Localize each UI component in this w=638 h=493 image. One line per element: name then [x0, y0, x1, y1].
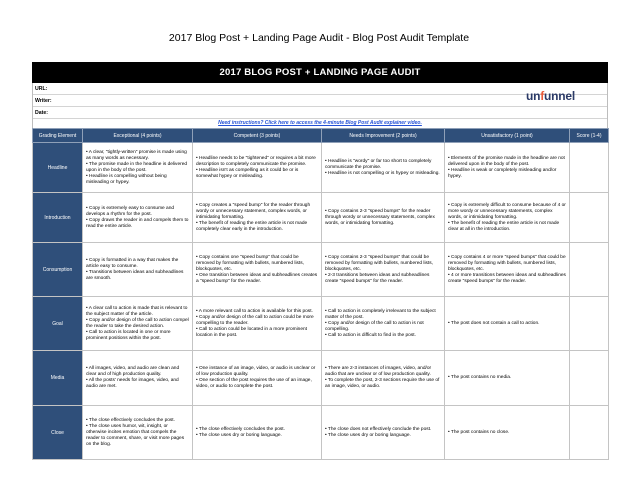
table-row	[33, 297, 609, 351]
score-input-close[interactable]	[570, 406, 609, 460]
instructions-link[interactable]: Need instructions? Click here to access the 4-minute Blog Post Audit explainer video.	[32, 119, 608, 128]
audit-banner: 2017 BLOG POST + LANDING PAGE AUDIT	[32, 62, 608, 83]
col-header-unsatisfactory: Unsatisfactory (1 point)	[445, 129, 570, 143]
audit-sheet	[32, 62, 608, 460]
criterion-text: • Copy contains one "speed bump" that could be removed by formatting with bullets, numbered lists, blockquotes, etc.	[196, 254, 304, 272]
meta-label-url: URL:	[35, 85, 48, 92]
criterion-text: • A clear, "tightly-written" promise is made using as many words as necessary.	[86, 149, 187, 161]
cell-needs-improvement	[322, 297, 445, 351]
cell-exceptional	[83, 243, 193, 297]
criterion-text: • Call to action is located in one or more prominent positions within the post.	[86, 329, 171, 341]
cell-exceptional	[83, 406, 193, 460]
logo-text-accent: f	[540, 89, 544, 103]
criterion-text: • Headline is weak or completely misleading and/or hypey.	[448, 167, 557, 179]
score-input-introduction[interactable]	[570, 193, 609, 243]
cell-needs-improvement	[322, 351, 445, 406]
cell-competent	[193, 297, 322, 351]
criterion-text: • Copy contains 2-3 "speed bumps" that could be removed by formatting with bullets, numbered lists, blockquotes, etc.	[325, 254, 433, 272]
criterion-text: • The benefit of reading the entire article is not made clear at all in the introduction.	[448, 220, 560, 232]
criterion-text: • The close uses humor, wit, insight, or otherwise incites emotion that compels the reader to comment, share, or visit more pages on the blog.	[86, 423, 185, 447]
criterion-text: • All the posts' needs for images, video, and audio are met.	[86, 378, 179, 389]
meta-area	[32, 83, 608, 119]
logo-text-tail: unnel	[544, 89, 575, 103]
criterion-text: • Copy and/or design of the call to action is not compelling.	[325, 320, 424, 332]
criterion-text: • One section of the post requires the use of an image, video, or audio to complete the post.	[196, 378, 312, 389]
criterion-text: • Copy is extremely easy to consume and develops a rhythm for the post.	[86, 205, 175, 217]
meta-label-writer: Writer:	[35, 97, 52, 104]
table-row	[33, 193, 609, 243]
grading-element-consumption: Consumption	[33, 243, 83, 297]
grading-element-close: Close	[33, 406, 83, 460]
score-input-goal[interactable]	[570, 297, 609, 351]
criterion-text: • Copy is extremely difficult to consume because of 4 or more wordy or unnecessary statements, complex words, or intimidating formatting.	[448, 202, 566, 220]
criterion-text: • The close effectively concludes the post.	[196, 426, 285, 432]
criterion-text: • The post contains no close.	[448, 429, 510, 435]
col-header-score: Score (1-4)	[570, 129, 609, 143]
cell-needs-improvement	[322, 143, 445, 193]
criterion-text: • Headline is not compelling or is hypey or misleading.	[325, 170, 440, 176]
criterion-text: • Copy draws the reader in and compels them to read the entire article.	[86, 217, 189, 229]
grading-element-introduction: Introduction	[33, 193, 83, 243]
cell-needs-improvement	[322, 243, 445, 297]
cell-exceptional	[83, 297, 193, 351]
criterion-text: • The close uses dry or boring language.	[325, 432, 411, 438]
criterion-text: • Headline needs to be "tightened" or requires a bit more description to completely communicate the promise.	[196, 155, 316, 167]
cell-competent	[193, 351, 322, 406]
cell-exceptional	[83, 351, 193, 406]
criterion-text: • 2-3 transitions between ideas and subheadlines create "speed bumps" for the reader.	[325, 272, 430, 284]
cell-needs-improvement	[322, 193, 445, 243]
meta-row-date[interactable]	[33, 107, 607, 119]
table-row	[33, 143, 609, 193]
criterion-text: • The post does not contain a call to action.	[448, 320, 540, 326]
unfunnel-logo	[526, 89, 575, 103]
cell-exceptional	[83, 143, 193, 193]
criterion-text: • 4 or more transitions between ideas and subheadlines create "speed bumps" for the reader.	[448, 272, 566, 284]
cell-unsatisfactory	[445, 243, 570, 297]
criterion-text: • A clear call to action is made that is relevant to the subject matter of the article.	[86, 305, 188, 317]
criterion-text: • Call to action is completely irrelevant to the subject matter of the post.	[325, 308, 436, 320]
meta-label-date: Date:	[35, 109, 48, 116]
criterion-text: • The post contains no media.	[448, 375, 512, 380]
audit-table	[32, 128, 609, 460]
col-header-competent: Competent (3 points)	[193, 129, 322, 143]
cell-exceptional	[83, 193, 193, 243]
col-header-exceptional: Exceptional (4 points)	[83, 129, 193, 143]
criterion-text: • Headline is "wordy" or far too short to completely communicate the promise.	[325, 158, 432, 170]
criterion-text: • A more relevant call to action is available for this post.	[196, 308, 313, 314]
criterion-text: • All images, video, and audio are clean and clear and of high production quality.	[86, 366, 180, 377]
criterion-text: • One transition between ideas and subheadlines creates a "speed bump" for the reader.	[196, 272, 318, 284]
criterion-text: • The close does not effectively conclude the post.	[325, 426, 432, 432]
criterion-text: • To complete the post, 2-3 sections require the use of an image, video, or audio.	[325, 378, 440, 389]
col-header-element: Grading Element	[33, 129, 83, 143]
col-header-needs-improvement: Needs Improvement (2 points)	[322, 129, 445, 143]
cell-unsatisfactory	[445, 193, 570, 243]
score-input-headline[interactable]	[570, 143, 609, 193]
criterion-text: • Copy and/or design of the call to action compel the reader to take the desired action.	[86, 317, 189, 329]
criterion-text: • The close effectively concludes the post.	[86, 417, 175, 423]
logo-text-main: un	[525, 89, 541, 103]
cell-unsatisfactory	[445, 351, 570, 406]
criterion-text: • Call to action could be located in a more prominent location in the post.	[196, 326, 308, 338]
criterion-text: • Elements of the promise made in the headline are not delivered upon in the body of the post.	[448, 155, 565, 167]
criterion-text: • Copy creates a "speed bump" for the reader through wordy or unnecessary statement, complex words, or intimidating formatting.	[196, 202, 311, 220]
table-row	[33, 351, 609, 406]
cell-unsatisfactory	[445, 297, 570, 351]
grading-element-headline: Headline	[33, 143, 83, 193]
cell-competent	[193, 193, 322, 243]
criterion-text: • Copy is formatted in a way that makes the article easy to consume.	[86, 257, 179, 269]
cell-needs-improvement	[322, 406, 445, 460]
cell-competent	[193, 406, 322, 460]
score-input-media[interactable]	[570, 351, 609, 406]
page-title: 2017 Blog Post + Landing Page Audit - Blog Post Audit Template	[168, 32, 470, 44]
grading-element-media: Media	[33, 351, 83, 406]
criterion-text: • There are 2-3 instances of images, video, and/or audio that are unclear or of low production quality.	[325, 366, 432, 377]
cell-competent	[193, 143, 322, 193]
score-input-consumption[interactable]	[570, 243, 609, 297]
criterion-text: • Transitions between ideas and subheadlines are smooth.	[86, 269, 184, 281]
table-row	[33, 243, 609, 297]
criterion-text: • Copy contains 2-3 "speed bumps" for the reader through wordy or unnecessary statements, complex words, or intimidating formatting.	[325, 208, 435, 226]
criterion-text: • Copy contains 4 or more "speed bumps" that could be removed by formatting with bullets, numbered lists, blockquotes, etc.	[448, 254, 566, 272]
criterion-text: • The close uses dry or boring language.	[196, 432, 282, 438]
criterion-text: • Copy and/or design of the call to action could be more compelling to the reader.	[196, 314, 314, 326]
criterion-text: • Headline is compelling without being misleading or hypey.	[86, 173, 167, 185]
meta-row-url[interactable]	[33, 83, 607, 95]
table-header-row	[33, 129, 609, 143]
criterion-text: • The promise made in the headline is delivered upon in the body of the post.	[86, 161, 188, 173]
criterion-text: • The benefit of reading the entire article is not made completely clear early in the introduction.	[196, 220, 308, 232]
table-row	[33, 406, 609, 460]
criterion-text: • One instance of an image, video, or audio is unclear or of low production quality.	[196, 366, 316, 377]
cell-unsatisfactory	[445, 143, 570, 193]
cell-competent	[193, 243, 322, 297]
criterion-text: • Headline isn't as compelling as it could be or is somewhat hypey or misleading.	[196, 167, 299, 179]
grading-element-goal: Goal	[33, 297, 83, 351]
cell-unsatisfactory	[445, 406, 570, 460]
meta-row-writer[interactable]	[33, 95, 607, 107]
criterion-text: • Call to action is difficult to find in the post.	[325, 332, 416, 338]
